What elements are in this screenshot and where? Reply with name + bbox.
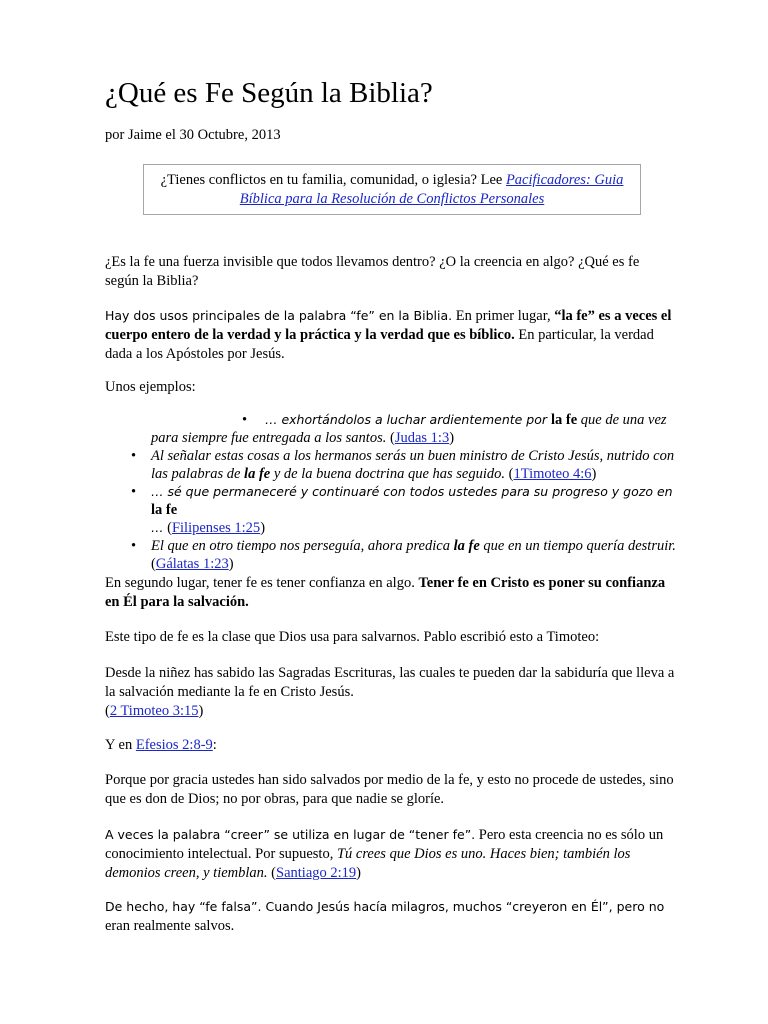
uses-text-a: Hay dos usos principales de la palabra “fe” en la Biblia. [105,308,453,323]
creer-paragraph [105,825,675,883]
ref-close: ) [356,865,362,881]
ref-link-galatas[interactable]: Gálatas 1:23 [155,556,229,572]
quote-2timoteo [105,664,675,721]
byline: por Jaime el 30 Octubre, 2013 [105,127,281,143]
efesios-line [105,736,675,755]
creer-sans: A veces la palabra “creer” se utiliza en lugar de “tener fe”. [105,827,476,842]
example-text-post: que de una vez para siempre fue entregada a los santos. [151,412,667,446]
ref-close: ) [449,430,455,446]
ref-close: ) [260,520,266,536]
callout-link[interactable]: Pacificadores: Guia Bíblica para la Resolución de Conflictos Personales [239,172,624,207]
ref-close: ) [591,466,597,482]
falsa-sans: De hecho, hay “fe falsa”. Cuando Jesús hacía milagros, muchos “creyeron en Él”, pero no [105,899,665,914]
list-item [105,537,685,573]
ref-open: ( [105,703,110,719]
ref-open: ( [151,556,156,572]
ref-close: ) [198,703,204,719]
falsa-paragraph [105,897,705,936]
quote-efesios: Porque por gracia ustedes han sido salvados por medio de la fe, y esto no procede de ustedes, sino que es don de Dios; no por obras, para que nadie se gloríe. [105,772,674,807]
ref-link-filipenses[interactable]: Filipenses 1:25 [171,520,261,536]
example-text: Al señalar estas cosas a los hermanos serás un buen ministro de Cristo Jesús, nutrido con las palabras de [151,448,675,482]
second-use-paragraph [105,574,675,612]
ref-open: ( [163,520,172,536]
type-paragraph: Este tipo de fe es la clase que Dios usa para salvarnos. Pablo escribió esto a Timoteo: [105,629,600,645]
efesios-post: : [212,737,217,753]
uses-text-c: En particular, la verdad dada a los Apóstoles por Jesús. [105,327,654,362]
example-text: El que en otro tiempo nos perseguía, ahora predica [151,538,454,554]
quote-text: Desde la niñez has sabido las Sagradas Escrituras, las cuales te pueden dar la sabiduría que lleva a la salvación mediante la fe en Cristo Jesús. [105,665,675,700]
second-text: En segundo lugar, tener fe es tener confianza en algo. [105,575,419,591]
uses-bold: “la fe” es a veces el cuerpo entero de la verdad y la práctica y la verdad que es bíblico. [105,308,672,343]
examples-heading: Unos ejemplos: [105,379,196,395]
bullet-icon: • [131,484,137,500]
callout-box [143,164,641,215]
example-text: … exhortándolos a luchar ardientemente por [265,412,551,427]
ref-close: ) [228,556,234,572]
creer-italic: Tú crees que Dios es uno. Haces bien; también los demonios creen, y tiemblan. [105,846,631,881]
creer-text: Pero esta creencia no es sólo un conocimiento intelectual. Por supuesto, [105,827,664,862]
bullet-icon: • [242,412,248,428]
example-bold: la fe [151,502,178,518]
efesios-pre: Y en [105,737,136,753]
uses-text-b: En primer lugar, [452,308,555,324]
ref-link-1timoteo[interactable]: 1Timoteo 4:6 [513,466,592,482]
example-bold: la fe [551,412,578,428]
ref-link-efesios[interactable]: Efesios 2:8-9 [135,737,213,753]
example-text-post: y de la buena doctrina que has seguido. [270,466,506,482]
list-item [105,411,685,447]
example-bold: la fe [453,538,480,554]
ref-open: ( [267,865,277,881]
example-ellipsis: … [151,520,164,535]
falsa-text: eran realmente salvos. [105,918,235,934]
intro-paragraph: ¿Es la fe una fuerza invisible que todos llevamos dentro? ¿O la creencia en algo? ¿Qué es fe según la Biblia? [105,254,640,289]
ref-link-2timoteo[interactable]: 2 Timoteo 3:15 [109,703,199,719]
ref-link-santiago[interactable]: Santiago 2:19 [276,865,357,881]
callout-text: ¿Tienes conflictos en tu familia, comunidad, o iglesia? Lee [160,172,506,188]
example-bold: la fe [244,466,271,482]
ref-open: ( [505,466,514,482]
list-item [105,447,685,483]
uses-paragraph [105,306,675,364]
ref-link-judas[interactable]: Judas 1:3 [394,430,450,446]
example-text-post: que en un tiempo quería destruir. [479,538,676,554]
ref-open: ( [386,430,395,446]
page-title: ¿Qué es Fe Según la Biblia? [105,77,433,109]
second-bold: Tener fe en Cristo es poner su confianza en Él para la salvación. [105,575,666,610]
list-item [105,483,685,537]
example-text: … sé que permaneceré y continuaré con todos ustedes para su progreso y gozo en [151,484,673,499]
examples-list [105,411,685,573]
bullet-icon: • [131,448,137,464]
bullet-icon: • [131,538,137,554]
